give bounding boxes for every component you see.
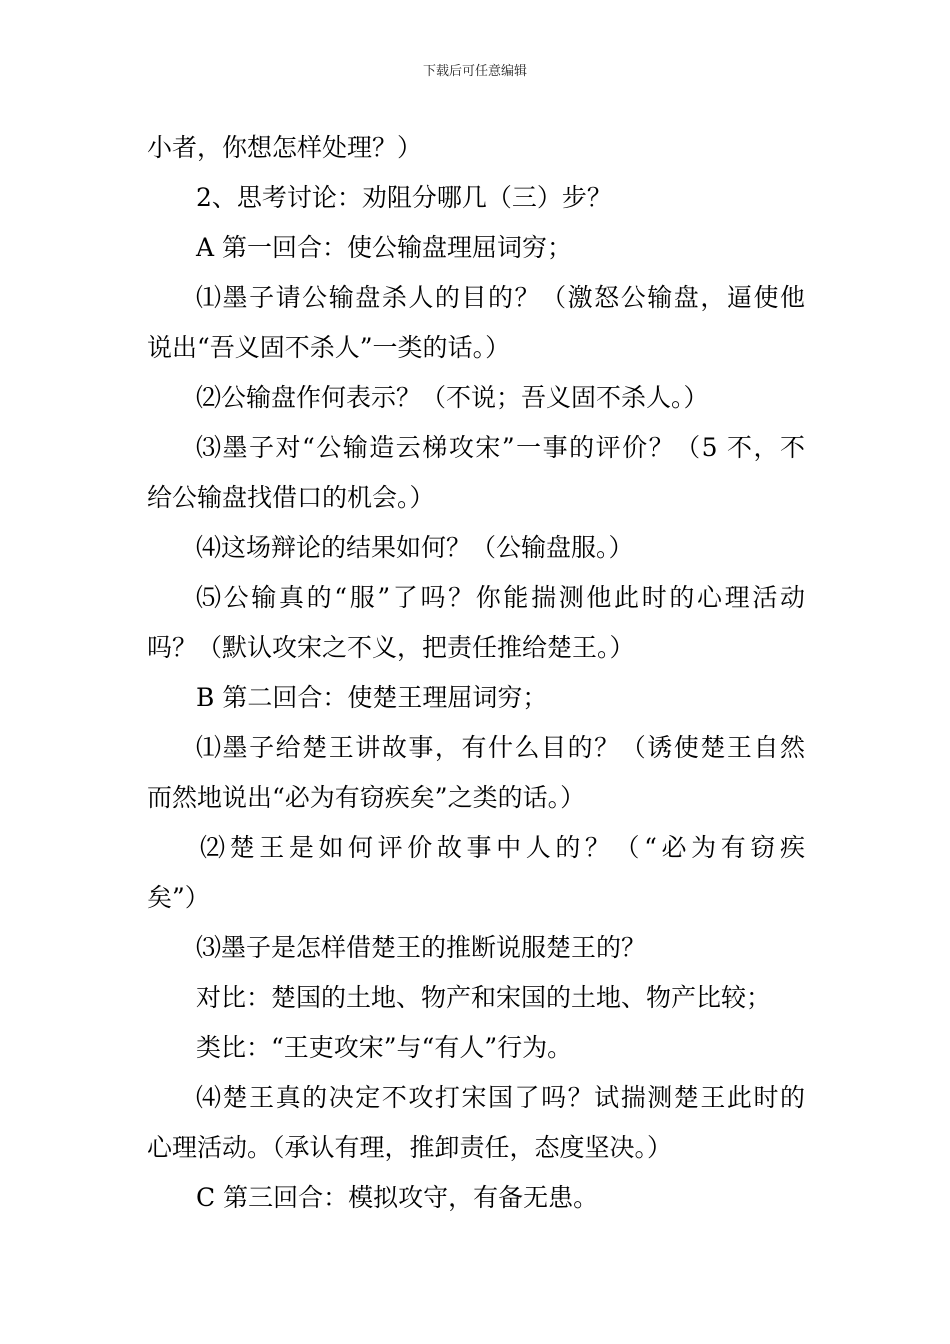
text-line-14: 而然地说出“必为有窃疾矣”之类的话。） [147,783,586,812]
text-line-17: ⑶墨子是怎样借楚王的推断说服楚王的？ [196,933,647,962]
text-line-15: ⑵楚王是如何评价故事中人的？（“必为有窃疾 [200,833,805,862]
text-line-22: C 第三回合：模拟攻守，有备无患。 [196,1183,599,1212]
text-line-6: ⑵公输盘作何表示？（不说；吾义固不杀人。） [196,383,709,412]
text-line-20: ⑷楚王真的决定不攻打宋国了吗？试揣测楚王此时的 [196,1083,805,1112]
text-line-10: ⑸公输真的“服”了吗？你能揣测他此时的心理活动 [196,583,805,612]
text-line-13: ⑴墨子给楚王讲故事，有什么目的？（诱使楚王自然 [196,733,805,762]
text-line-21: 心理活动。（承认有理，推卸责任，态度坚决。） [147,1133,673,1162]
text-line-3: A 第一回合：使公输盘理屈词穷； [196,233,573,262]
text-line-11: 吗？（默认攻宋之不义，把责任推给楚王。） [147,633,635,662]
text-line-5: 说出“吾义固不杀人”一类的话。） [147,333,511,362]
text-line-8: 给公输盘找借口的机会。） [147,483,435,512]
text-line-2: 2、思考讨论：劝阻分哪几（三）步？ [196,183,612,212]
text-line-4: ⑴墨子请公输盘杀人的目的？（激怒公输盘，逼使他 [196,283,805,312]
text-line-18: 对比：楚国的土地、物产和宋国的土地、物产比较； [196,983,772,1012]
text-line-1: 小者，你想怎样处理？） [147,133,423,162]
text-line-19: 类比：“王吏攻宋”与“有人”行为。 [196,1033,573,1062]
text-line-7: ⑶墨子对“公输造云梯攻宋”一事的评价？（5 不，不 [196,433,805,462]
text-line-16: 矣”） [147,883,210,912]
page-header: 下载后可任意编辑 [422,64,527,79]
text-line-9: ⑷这场辩论的结果如何？（公输盘服。） [196,533,634,562]
text-line-12: B 第二回合：使楚王理屈词穷； [196,683,548,712]
